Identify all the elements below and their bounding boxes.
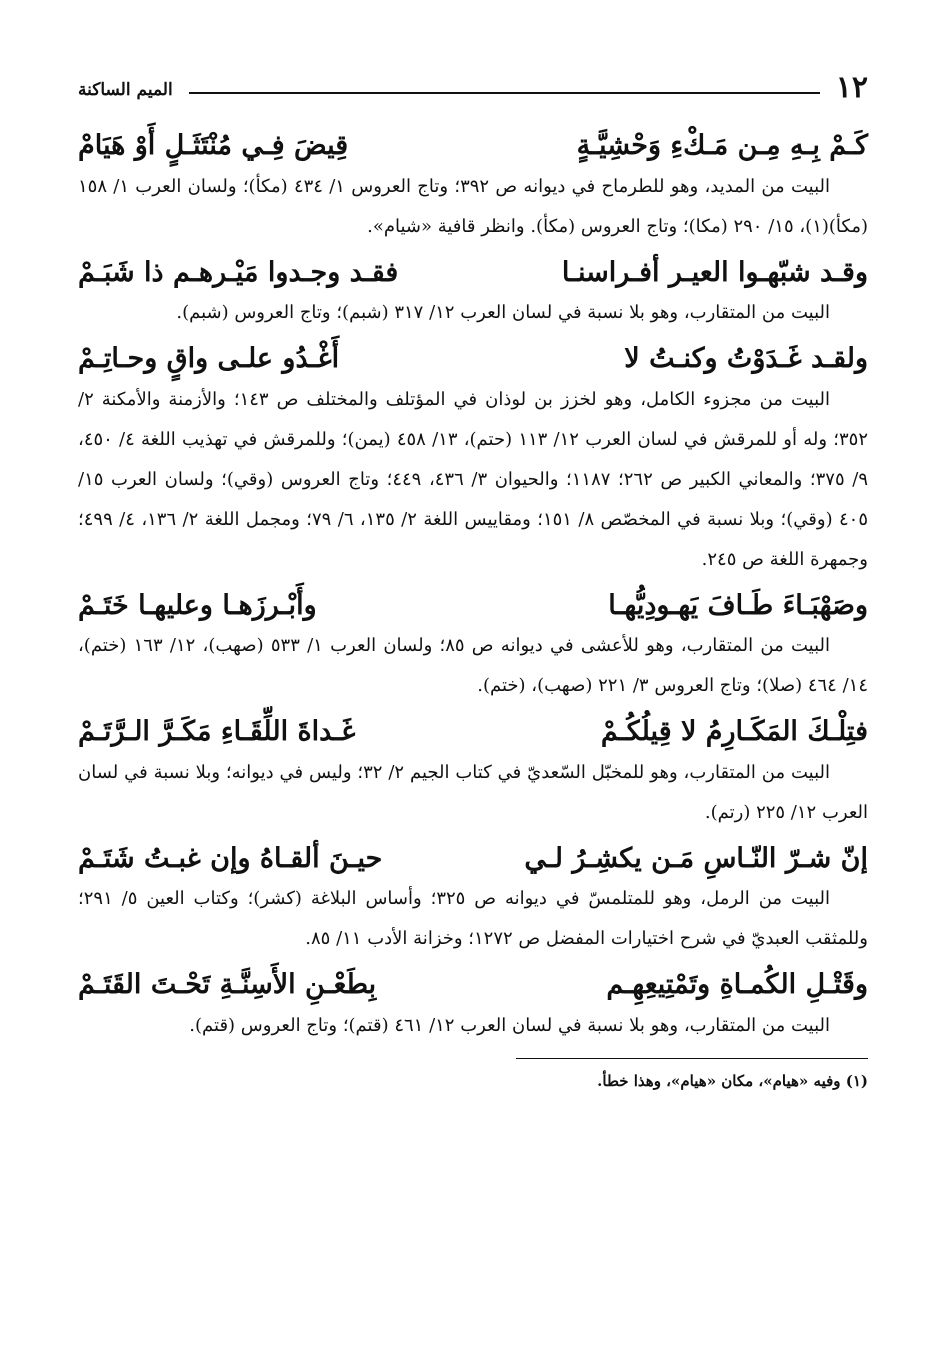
verse-line <box>78 126 868 167</box>
verse-first-hemistich: كَـمْ بِـهِ مِـن مَـكْءِ وَحْشِيَّـةٍ <box>576 130 868 161</box>
verse-source-note: البيت من المتقارب، وهو للأعشى في ديوانه ص ٨٥؛ ولسان العرب ١/ ٥٣٣ (صهب)، ١٢/ ١٦٣ (ختم)، ١٤/ ٤٦٤ (صلا)؛ وتاج العروس ٣/ ٢٢١ (صهب)، (ختم). <box>78 635 868 696</box>
verse-line <box>78 839 868 880</box>
page-number: ١٢ <box>835 70 868 105</box>
verse-line <box>78 712 868 753</box>
book-page <box>78 68 868 1328</box>
header-rule <box>189 92 820 94</box>
verse-entry <box>78 712 868 833</box>
verse-line <box>78 965 868 1006</box>
verse-line <box>78 253 868 294</box>
section-title: الميم الساكنة <box>78 80 173 100</box>
verse-entry <box>78 126 868 247</box>
verse-second-hemistich: أَغْـدُو علـى واقٍ وحـاتِـمْ <box>78 343 340 374</box>
verse-first-hemistich: وقـد شبّهـوا العيـر أفـراسنـا <box>561 256 868 288</box>
footnote: (١) وفيه «هيام»، مكان «هيام»، وهذا خطأ. <box>597 1071 868 1090</box>
verse-second-hemistich: فقـد وجـدوا مَيْـرهـم ذا شَبَـمْ <box>78 256 399 288</box>
verse-entry <box>78 253 868 334</box>
verse-entry <box>78 339 868 580</box>
verse-entry <box>78 965 868 1046</box>
running-head <box>78 68 868 108</box>
verse-first-hemistich: وقَتْـلِ الكُمـاةِ وتَمْتِيعِهِـم <box>606 969 868 1000</box>
verse-source-note: البيت من الرمل، وهو للمتلمسّ في ديوانه ص ٣٢٥؛ وأساس البلاغة (كشر)؛ وكتاب العين ٥/ ٢٩١؛ وللمثقب العبديّ في شرح اختيارات المفضل ص ١٢٧٢؛ وخزانة الأدب ١١/ ٨٥. <box>78 888 868 949</box>
verse-second-hemistich: قِيضَ فِـي مُنْتَثَـلٍ أَوْ هَيَامْ <box>78 130 349 161</box>
verse-first-hemistich: ولقـد غَـدَوْتُ وكنـتُ لا <box>624 343 868 374</box>
verse-second-hemistich: وأَبْـرزَهـا وعليهـا خَتَـمْ <box>78 589 317 621</box>
verse-second-hemistich: غَـداةَ اللِّقَـاءِ مَكَـرَّ الـرَّتَـمْ <box>78 716 356 747</box>
verse-source-note: البيت من المتقارب، وهو بلا نسبة في لسان العرب ١٢/ ٤٦١ (قتم)؛ وتاج العروس (قتم). <box>189 1014 830 1036</box>
verse-source-note: البيت من مجزوء الكامل، وهو لخزز بن لوذان في المؤتلف والمختلف ص ١٤٣؛ والأزمنة والأمكنة ٢/ ٣٥٢؛ وله أو للمرقش في لسان العرب ١٢/ ١١٣ (حتم)، ١٣/ ٤٥٨ (يمن)؛ وللمرقش في تهذيب اللغة ٤/ ٤٥٠، ٩/ ٣٧٥؛ والمعاني الكبير ص ٢٦٢؛ ١١٨٧؛ والحيوان ٣/ ٤٣٦، ٤٤٩؛ وتاج العروس (وقي)؛ ولسان العرب ١٥/ ٤٠٥ (وقي)؛ وبلا نسبة في المخصّص ٨/ ١٥١؛ ومقاييس اللغة ٢/ ١٣٥، ٦/ ٧٩؛ ومجمل اللغة ٢/ ١٣٦، ٤/ ٤٩٩؛ وجمهرة اللغة ص ٢٤٥. <box>78 388 869 570</box>
verse-entries <box>78 126 868 1046</box>
verse-entry <box>78 839 868 960</box>
verse-first-hemistich: فتِلْـكَ المَكَـارِمُ لا قِيلُكُـمْ <box>600 716 868 747</box>
verse-second-hemistich: بِطَعْـنِ الأَسِنَّـةِ تَحْـتَ القَتَـمْ <box>78 969 377 1000</box>
verse-first-hemistich: إنّ شـرّ النّـاسِ مَـن يكشِـرُ لـي <box>524 842 868 874</box>
verse-first-hemistich: وصَهْبَـاءَ طَـافَ يَهـودِيُّهـا <box>608 589 868 621</box>
verse-second-hemistich: حيـنَ ألقـاهُ وإن غبـتُ شَتَـمْ <box>78 842 383 874</box>
footnote-rule <box>516 1058 868 1059</box>
verse-entry <box>78 586 868 707</box>
verse-source-note: البيت من المتقارب، وهو بلا نسبة في لسان العرب ١٢/ ٣١٧ (شبم)؛ وتاج العروس (شبم). <box>176 302 830 323</box>
verse-line <box>78 586 868 627</box>
verse-line <box>78 339 868 380</box>
verse-source-note: البيت من المتقارب، وهو للمخبّل السّعديّ في كتاب الجيم ٢/ ٣٢؛ وليس في ديوانه؛ وبلا نسبة في لسان العرب ١٢/ ٢٢٥ (رتم). <box>78 761 868 823</box>
verse-source-note: البيت من المديد، وهو للطرماح في ديوانه ص ٣٩٢؛ وتاج العروس ١/ ٤٣٤ (مكأ)؛ ولسان العرب ١/ ١٥٨ (مكأ)(١)، ١٥/ ٢٩٠ (مكا)؛ وتاج العروس (مكأ). وانظر قافية «شيام». <box>78 175 868 237</box>
